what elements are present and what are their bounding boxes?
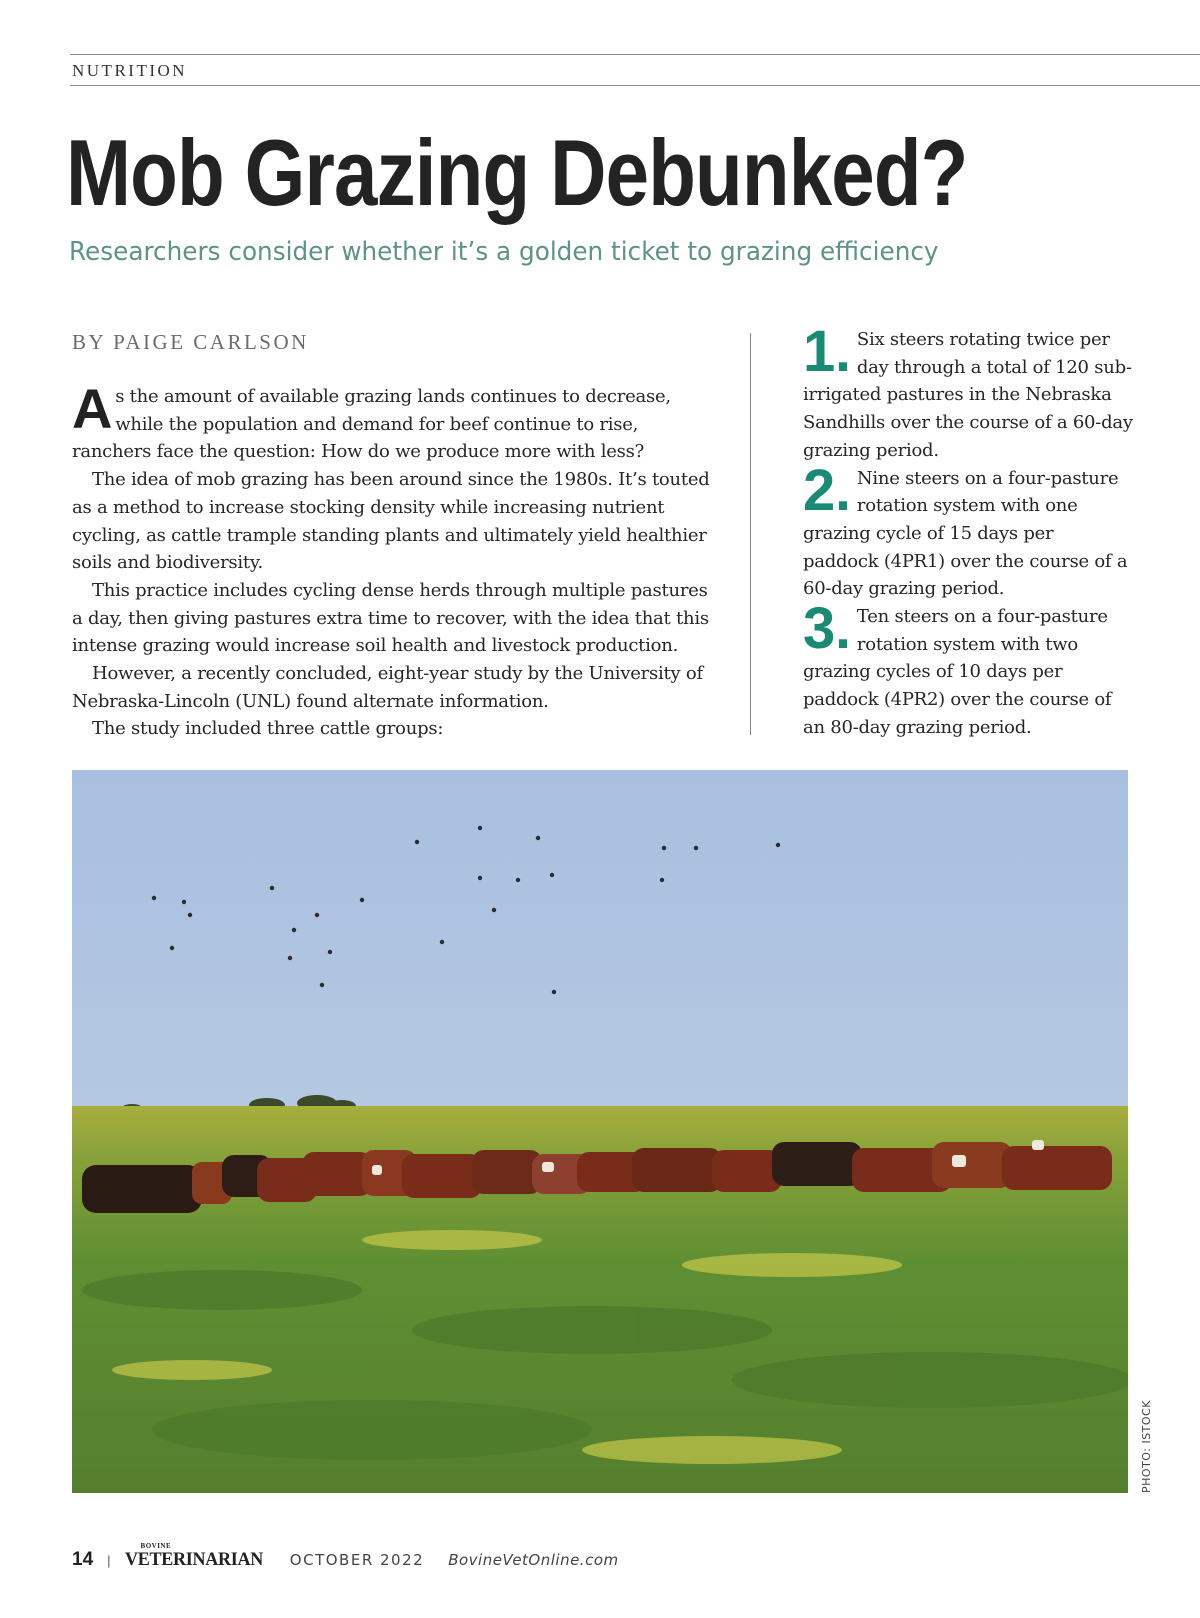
paragraph-2: The idea of mob grazing has been around since the 1980s. It’s touted as a method to increase stocking density while increasing nutrient cycling, as cattle trample standing plants and ultimately yield healthier soils and biodiversity. xyxy=(72,469,710,574)
byline: BY PAIGE CARLSON xyxy=(72,330,309,354)
logo-main-text: VETERINARIAN xyxy=(124,1549,263,1570)
group-item-2 xyxy=(803,457,1133,604)
magazine-logo xyxy=(124,1542,270,1571)
page-footer xyxy=(72,1542,619,1575)
paragraph-5: The study included three cattle groups: xyxy=(92,718,444,740)
drop-cap: A xyxy=(72,377,113,440)
group-number-1: 1. xyxy=(803,319,851,384)
paragraph-3: This practice includes cycling dense herds through multiple pastures a day, then giving pastures extra time to recover, with the idea that this intense grazing would increase soil health and livestock production. xyxy=(72,579,709,657)
group-text-1: Six steers rotating twice per day through a total of 120 sub-irrigated pastures in the Nebraska Sandhills over the course of a 60-day grazing period. xyxy=(803,329,1133,461)
paragraph-1 xyxy=(72,377,712,466)
column-divider xyxy=(750,333,751,735)
group-item-3 xyxy=(803,596,1133,742)
group-text-2: Nine steers on a four-pasture rotation system with one grazing cycle of 15 days per paddock (4PR1) over the course of a 60-day grazing period. xyxy=(803,467,1128,600)
paragraph-4: However, a recently concluded, eight-year study by the University of Nebraska-Lincoln (UNL) found alternate information. xyxy=(72,663,703,712)
group-text-3: Ten steers on a four-pasture rotation system with two grazing cycles of 10 days per paddock (4PR2) over the course of an 80-day grazing period. xyxy=(803,606,1112,738)
logo-small-text: BOVINE xyxy=(140,1542,172,1550)
photo-credit: PHOTO: ISTOCK xyxy=(1140,1400,1153,1493)
article-body-left-column xyxy=(72,377,712,743)
article-subtitle: Researchers consider whether it’s a golden ticket to grazing efficiency xyxy=(69,237,939,267)
group-number-3: 3. xyxy=(803,596,851,662)
page-number: 14 xyxy=(72,1549,94,1570)
paragraph-1-text: s the amount of available grazing lands continues to decrease, while the population and demand for beef continue to rise, ranchers face the question: How do we produce more with less? xyxy=(72,386,671,463)
header-rule-top xyxy=(70,54,1200,55)
article-body-right-column xyxy=(803,319,1133,742)
section-label: NUTRITION xyxy=(72,61,188,80)
group-item-1 xyxy=(803,319,1133,465)
website-url: BovineVetOnline.com xyxy=(448,1551,619,1569)
cattle-pasture-photo xyxy=(72,770,1128,1493)
footer-separator: | xyxy=(107,1552,111,1568)
issue-date: OCTOBER 2022 xyxy=(289,1551,425,1569)
article-title: Mob Grazing Debunked? xyxy=(66,120,968,225)
group-number-2: 2. xyxy=(803,457,851,523)
header-rule-bottom xyxy=(70,85,1200,86)
